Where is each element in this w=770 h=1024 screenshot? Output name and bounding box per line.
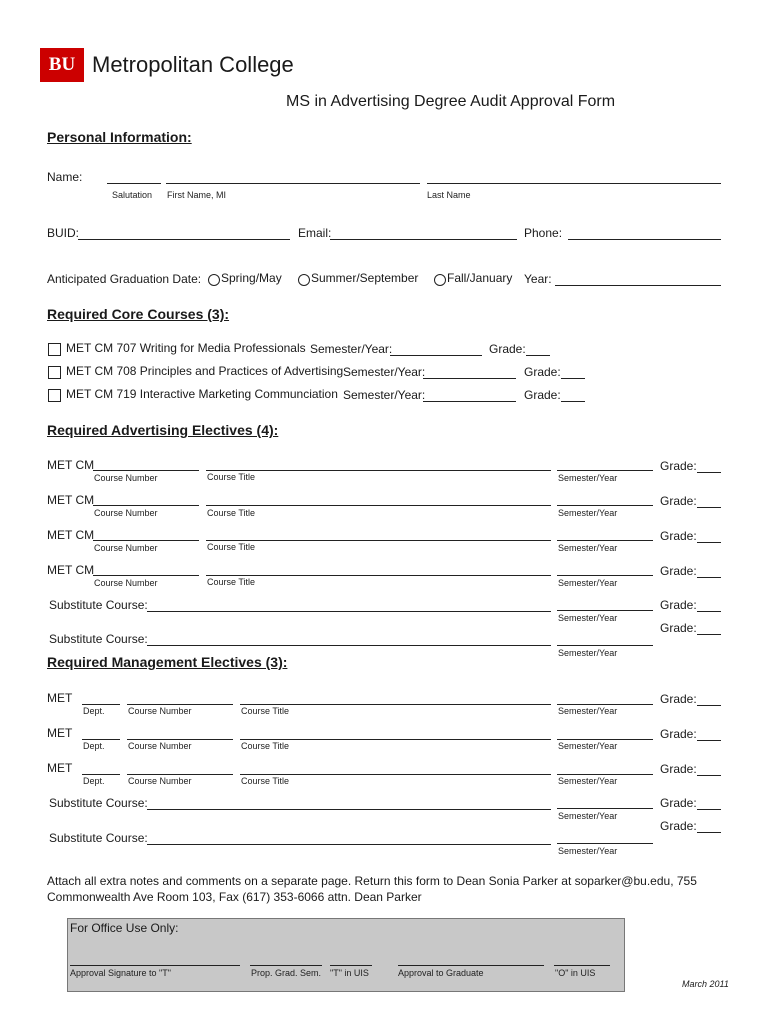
adv-substitute-semester-caption: Semester/Year bbox=[558, 648, 618, 658]
mgmt-course-title-field[interactable] bbox=[240, 774, 551, 775]
approval-to-graduate-caption: Approval to Graduate bbox=[398, 968, 484, 978]
core-707-checkbox[interactable] bbox=[48, 343, 61, 356]
mgmt-dept-caption: Dept. bbox=[83, 776, 105, 786]
adv-semester-caption: Semester/Year bbox=[558, 543, 618, 553]
adv-grade-field[interactable] bbox=[697, 542, 721, 543]
core-heading: Required Core Courses (3): bbox=[47, 306, 230, 322]
buid-label: BUID: bbox=[47, 226, 80, 240]
adv-grade-label: Grade: bbox=[660, 494, 697, 508]
email-label: Email: bbox=[298, 226, 332, 240]
office-use-box bbox=[67, 918, 625, 992]
adv-course-number-field[interactable] bbox=[93, 575, 199, 576]
core-708-grade-label: Grade: bbox=[524, 365, 561, 379]
instructions-line-1: Attach all extra notes and comments on a separate page. Return this form to Dean Sonia Parker at soparker@bu.edu, 755 bbox=[47, 874, 697, 888]
adv-substitute-field[interactable] bbox=[147, 645, 551, 646]
adv-course-number-caption: Course Number bbox=[94, 543, 158, 553]
mgmt-substitute-label: Substitute Course: bbox=[49, 796, 148, 810]
core-708-semester-label: Semester/Year: bbox=[343, 365, 426, 379]
form-title: MS in Advertising Degree Audit Approval Form bbox=[286, 93, 616, 110]
mgmt-course-title-caption: Course Title bbox=[241, 706, 290, 716]
approval-signature-field[interactable] bbox=[70, 965, 240, 966]
mgmt-grade-label: Grade: bbox=[660, 762, 697, 776]
summer-label: Summer/September bbox=[311, 271, 419, 285]
adv-grade-field[interactable] bbox=[697, 507, 721, 508]
adv-semester-field[interactable] bbox=[557, 575, 653, 576]
adv-prefix: MET CM bbox=[47, 528, 95, 542]
adv-semester-field[interactable] bbox=[557, 470, 653, 471]
bu-logo: BU bbox=[40, 48, 84, 82]
office-use-title: For Office Use Only: bbox=[70, 921, 179, 935]
mgmt-prefix: MET bbox=[47, 726, 73, 740]
last-name-caption: Last Name bbox=[427, 190, 471, 200]
college-name: Metropolitan College bbox=[92, 52, 294, 77]
mgmt-course-title-field[interactable] bbox=[240, 704, 551, 705]
mgmt-semester-caption: Semester/Year bbox=[558, 741, 618, 751]
adv-grade-label: Grade: bbox=[660, 529, 697, 543]
mgmt-substitute-label: Substitute Course: bbox=[49, 831, 148, 845]
adv-grade-label: Grade: bbox=[660, 459, 697, 473]
mgmt-course-number-caption: Course Number bbox=[128, 706, 192, 716]
mgmt-course-number-caption: Course Number bbox=[128, 741, 192, 751]
approval-signature-caption: Approval Signature to "T" bbox=[70, 968, 171, 978]
core-707-label: MET CM 707 Writing for Media Professionals bbox=[66, 341, 306, 355]
adv-course-title-caption: Course Title bbox=[207, 542, 256, 552]
fall-radio[interactable] bbox=[434, 274, 446, 286]
mgmt-course-number-field[interactable] bbox=[127, 704, 233, 705]
adv-substitute-label: Substitute Course: bbox=[49, 632, 148, 646]
core-707-grade-label: Grade: bbox=[489, 342, 526, 356]
first-name-field[interactable] bbox=[166, 183, 420, 184]
mgmt-substitute-grade-field[interactable] bbox=[697, 832, 721, 833]
mgmt-prefix: MET bbox=[47, 761, 73, 775]
first-name-caption: First Name, MI bbox=[167, 190, 227, 200]
mgmt-grade-field[interactable] bbox=[697, 775, 721, 776]
o-in-uis-caption: "O" in UIS bbox=[555, 968, 596, 978]
year-field[interactable] bbox=[555, 285, 721, 286]
mgmt-course-title-caption: Course Title bbox=[241, 776, 290, 786]
adv-prefix: MET CM bbox=[47, 458, 95, 472]
form-date: March 2011 bbox=[682, 979, 729, 989]
mgmt-course-title-field[interactable] bbox=[240, 739, 551, 740]
personal-heading: Personal Information: bbox=[47, 129, 192, 145]
buid-field[interactable] bbox=[78, 239, 290, 240]
instructions-line-2: Commonwealth Ave Room 103, Fax (617) 353-6066 attn. Dean Parker bbox=[47, 890, 422, 904]
core-719-checkbox[interactable] bbox=[48, 389, 61, 402]
adv-grade-field[interactable] bbox=[697, 472, 721, 473]
grad-date-label: Anticipated Graduation Date: bbox=[47, 272, 202, 286]
mgmt-substitute-semester-caption: Semester/Year bbox=[558, 811, 618, 821]
mgmt-semester-caption: Semester/Year bbox=[558, 706, 618, 716]
spring-radio[interactable] bbox=[208, 274, 220, 286]
phone-label: Phone: bbox=[524, 226, 563, 240]
adv-semester-caption: Semester/Year bbox=[558, 508, 618, 518]
adv-course-title-field[interactable] bbox=[206, 575, 551, 576]
mgmt-substitute-field[interactable] bbox=[147, 809, 551, 810]
adv-substitute-grade-field[interactable] bbox=[697, 611, 721, 612]
core-708-grade-field[interactable] bbox=[561, 378, 585, 379]
mgmt-grade-field[interactable] bbox=[697, 740, 721, 741]
core-708-checkbox[interactable] bbox=[48, 366, 61, 379]
mgmt-grade-field[interactable] bbox=[697, 705, 721, 706]
mgmt-course-number-caption: Course Number bbox=[128, 776, 192, 786]
core-719-grade-field[interactable] bbox=[561, 401, 585, 402]
mgmt-heading: Required Management Electives (3): bbox=[47, 654, 288, 670]
adv-course-title-field[interactable] bbox=[206, 470, 551, 471]
t-in-uis-caption: "T" in UIS bbox=[330, 968, 369, 978]
mgmt-substitute-grade-label: Grade: bbox=[660, 819, 697, 833]
adv-prefix: MET CM bbox=[47, 563, 95, 577]
adv-course-title-caption: Course Title bbox=[207, 508, 256, 518]
adv-course-title-field[interactable] bbox=[206, 540, 551, 541]
mgmt-dept-field[interactable] bbox=[82, 704, 120, 705]
mgmt-dept-field[interactable] bbox=[82, 774, 120, 775]
salutation-caption: Salutation bbox=[112, 190, 153, 200]
adv-course-number-caption: Course Number bbox=[94, 508, 158, 518]
mgmt-substitute-grade-label: Grade: bbox=[660, 796, 697, 810]
year-label: Year: bbox=[524, 272, 552, 286]
adv-course-number-field[interactable] bbox=[93, 470, 199, 471]
mgmt-semester-field[interactable] bbox=[557, 704, 653, 705]
adv-substitute-semester-caption: Semester/Year bbox=[558, 613, 618, 623]
adv-course-number-field[interactable] bbox=[93, 505, 199, 506]
core-719-semester-label: Semester/Year: bbox=[343, 388, 426, 402]
mgmt-course-number-field[interactable] bbox=[127, 774, 233, 775]
adv-course-title-field[interactable] bbox=[206, 505, 551, 506]
adv-heading: Required Advertising Electives (4): bbox=[47, 422, 279, 438]
adv-semester-field[interactable] bbox=[557, 540, 653, 541]
adv-substitute-label: Substitute Course: bbox=[49, 598, 148, 612]
mgmt-substitute-field[interactable] bbox=[147, 844, 551, 845]
mgmt-prefix: MET bbox=[47, 691, 73, 705]
core-707-grade-field[interactable] bbox=[526, 355, 550, 356]
t-in-uis-field[interactable] bbox=[330, 965, 372, 966]
adv-course-title-caption: Course Title bbox=[207, 472, 256, 482]
salutation-field[interactable] bbox=[107, 183, 161, 184]
mgmt-substitute-semester-field[interactable] bbox=[557, 843, 653, 844]
core-708-label: MET CM 708 Principles and Practices of Advertising bbox=[66, 364, 344, 378]
core-719-label: MET CM 719 Interactive Marketing Communciation bbox=[66, 387, 338, 401]
adv-course-title-caption: Course Title bbox=[207, 577, 256, 587]
mgmt-semester-field[interactable] bbox=[557, 739, 653, 740]
adv-semester-field[interactable] bbox=[557, 505, 653, 506]
prop-grad-field[interactable] bbox=[250, 965, 322, 966]
mgmt-grade-label: Grade: bbox=[660, 727, 697, 741]
fall-label: Fall/January bbox=[447, 271, 513, 285]
mgmt-semester-caption: Semester/Year bbox=[558, 776, 618, 786]
name-label: Name: bbox=[47, 170, 83, 184]
adv-substitute-grade-label: Grade: bbox=[660, 621, 697, 635]
mgmt-substitute-semester-caption: Semester/Year bbox=[558, 846, 618, 856]
core-708-semester-field[interactable] bbox=[423, 378, 516, 379]
core-707-semester-label: Semester/Year: bbox=[310, 342, 393, 356]
last-name-field[interactable] bbox=[427, 183, 721, 184]
adv-substitute-grade-label: Grade: bbox=[660, 598, 697, 612]
core-707-semester-field[interactable] bbox=[390, 355, 482, 356]
mgmt-substitute-semester-field[interactable] bbox=[557, 808, 653, 809]
adv-substitute-field[interactable] bbox=[147, 611, 551, 612]
mgmt-dept-caption: Dept. bbox=[83, 741, 105, 751]
spring-label: Spring/May bbox=[221, 271, 282, 285]
approval-to-graduate-field[interactable] bbox=[398, 965, 544, 966]
o-in-uis-field[interactable] bbox=[554, 965, 610, 966]
prop-grad-caption: Prop. Grad. Sem. bbox=[251, 968, 322, 978]
adv-grade-field[interactable] bbox=[697, 577, 721, 578]
adv-course-number-caption: Course Number bbox=[94, 578, 158, 588]
adv-prefix: MET CM bbox=[47, 493, 95, 507]
adv-semester-caption: Semester/Year bbox=[558, 578, 618, 588]
adv-grade-label: Grade: bbox=[660, 564, 697, 578]
adv-substitute-semester-field[interactable] bbox=[557, 610, 653, 611]
core-719-grade-label: Grade: bbox=[524, 388, 561, 402]
summer-radio[interactable] bbox=[298, 274, 310, 286]
mgmt-dept-field[interactable] bbox=[82, 739, 120, 740]
email-field[interactable] bbox=[330, 239, 517, 240]
phone-field[interactable] bbox=[568, 239, 721, 240]
mgmt-course-number-field[interactable] bbox=[127, 739, 233, 740]
mgmt-course-title-caption: Course Title bbox=[241, 741, 290, 751]
adv-course-number-field[interactable] bbox=[93, 540, 199, 541]
adv-course-number-caption: Course Number bbox=[94, 473, 158, 483]
mgmt-semester-field[interactable] bbox=[557, 774, 653, 775]
mgmt-grade-label: Grade: bbox=[660, 692, 697, 706]
mgmt-dept-caption: Dept. bbox=[83, 706, 105, 716]
adv-substitute-semester-field[interactable] bbox=[557, 645, 653, 646]
adv-semester-caption: Semester/Year bbox=[558, 473, 618, 483]
adv-substitute-grade-field[interactable] bbox=[697, 634, 721, 635]
mgmt-substitute-grade-field[interactable] bbox=[697, 809, 721, 810]
core-719-semester-field[interactable] bbox=[423, 401, 516, 402]
